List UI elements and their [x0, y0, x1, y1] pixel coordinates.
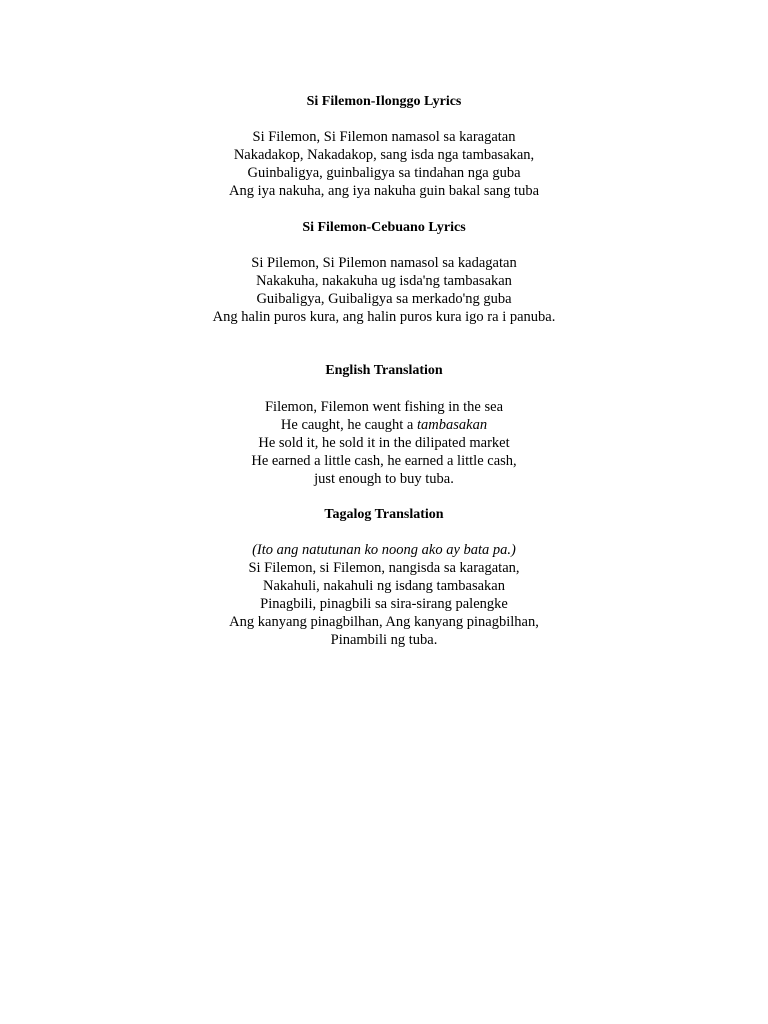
tagalog-title: Tagalog Translation [324, 507, 444, 522]
ilonggo-line-4: Ang iya nakuha, ang iya nakuha guin bakal sang tuba [228, 183, 540, 199]
english-line-2-text: He caught, he caught a [280, 417, 417, 433]
cebuano-line-1: Si Pilemon, Si Pilemon namasol sa kadagatan [251, 255, 517, 271]
ilonggo-line-3: Guinbaligya, guinbaligya sa tindahan nga guba [247, 165, 521, 181]
cebuano-line-2: Nakakuha, nakakuha ug isda'ng tambasakan [256, 273, 512, 289]
ilonggo-line-1: Si Filemon, Si Filemon namasol sa karagatan [252, 129, 516, 145]
english-title: English Translation [325, 363, 443, 378]
english-line-1: Filemon, Filemon went fishing in the sea [264, 399, 504, 415]
tagalog-line-3: Pinagbili, pinagbili sa sira-sirang palengke [260, 596, 508, 612]
cebuano-title: Si Filemon-Cebuano Lyrics [302, 220, 466, 235]
ilonggo-title: Si Filemon-Ilonggo Lyrics [306, 94, 462, 109]
tagalog-line-5: Pinambili ng tuba. [330, 632, 438, 648]
ilonggo-line-2: Nakadakop, Nakadakop, sang isda nga tambasakan, [233, 147, 535, 163]
tagalog-line-4: Ang kanyang pinagbilhan, Ang kanyang pinagbilhan, [229, 614, 539, 630]
tagalog-line-2: Nakahuli, nakahuli ng isdang tambasakan [262, 578, 505, 594]
english-line-5: just enough to buy tuba. [314, 471, 454, 487]
cebuano-line-3: Guibaligya, Guibaligya sa merkado'ng guba [256, 291, 512, 307]
english-line-3: He sold it, he sold it in the dilipated market [258, 435, 510, 451]
english-line-2 [0, 416, 768, 434]
tagalog-line-1: Si Filemon, si Filemon, nangisda sa karagatan, [248, 560, 520, 576]
italic-word-tambasakan: tambasakan [417, 417, 488, 433]
tagalog-note: (Ito ang natutunan ko noong ako ay bata pa.) [252, 542, 516, 558]
cebuano-line-4: Ang halin puros kura, ang halin puros kura igo ra i panuba. [212, 309, 556, 325]
english-line-4: He earned a little cash, he earned a little cash, [251, 453, 517, 469]
